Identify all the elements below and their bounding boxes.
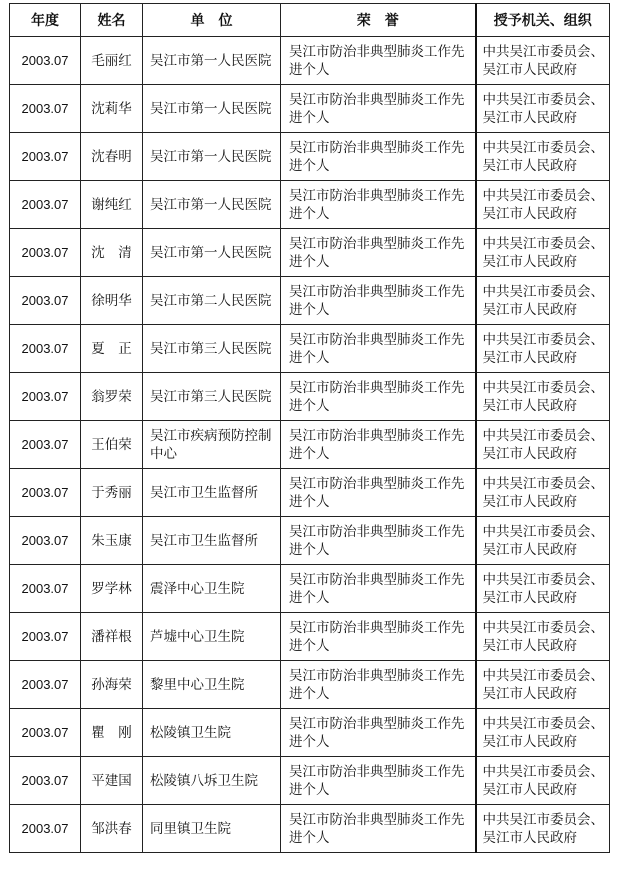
cell-honor: 吴江市防治非典型肺炎工作先进个人 (281, 757, 476, 805)
cell-name: 翁罗荣 (81, 373, 143, 421)
cell-org: 中共吴江市委员会、吴江市人民政府 (476, 757, 610, 805)
cell-org: 中共吴江市委员会、吴江市人民政府 (476, 469, 610, 517)
table-body (10, 37, 610, 853)
cell-unit: 吴江市第一人民医院 (143, 229, 281, 277)
cell-name: 平建国 (81, 757, 143, 805)
cell-honor: 吴江市防治非典型肺炎工作先进个人 (281, 517, 476, 565)
cell-org: 中共吴江市委员会、吴江市人民政府 (476, 661, 610, 709)
header-name: 姓名 (81, 4, 143, 37)
cell-unit: 吴江市第一人民医院 (143, 85, 281, 133)
cell-year: 2003.07 (10, 469, 81, 517)
cell-unit: 吴江市卫生监督所 (143, 469, 281, 517)
cell-unit: 吴江市第一人民医院 (143, 133, 281, 181)
cell-year: 2003.07 (10, 37, 81, 85)
cell-year: 2003.07 (10, 85, 81, 133)
document-page (9, 3, 609, 853)
cell-honor: 吴江市防治非典型肺炎工作先进个人 (281, 421, 476, 469)
cell-name: 谢纯红 (81, 181, 143, 229)
cell-name: 毛丽红 (81, 37, 143, 85)
cell-name: 潘祥根 (81, 613, 143, 661)
cell-name: 沈春明 (81, 133, 143, 181)
cell-honor: 吴江市防治非典型肺炎工作先进个人 (281, 277, 476, 325)
cell-name: 徐明华 (81, 277, 143, 325)
cell-org: 中共吴江市委员会、吴江市人民政府 (476, 37, 610, 85)
table-row (10, 565, 610, 613)
cell-year: 2003.07 (10, 229, 81, 277)
header-year: 年度 (10, 4, 81, 37)
cell-honor: 吴江市防治非典型肺炎工作先进个人 (281, 37, 476, 85)
cell-year: 2003.07 (10, 421, 81, 469)
cell-unit: 同里镇卫生院 (143, 805, 281, 853)
table-row (10, 85, 610, 133)
table-header-row (10, 4, 610, 37)
cell-name: 夏 正 (81, 325, 143, 373)
cell-org: 中共吴江市委员会、吴江市人民政府 (476, 421, 610, 469)
cell-year: 2003.07 (10, 565, 81, 613)
cell-honor: 吴江市防治非典型肺炎工作先进个人 (281, 229, 476, 277)
cell-name: 沈莉华 (81, 85, 143, 133)
cell-year: 2003.07 (10, 709, 81, 757)
cell-honor: 吴江市防治非典型肺炎工作先进个人 (281, 325, 476, 373)
cell-year: 2003.07 (10, 613, 81, 661)
table-row (10, 37, 610, 85)
cell-honor: 吴江市防治非典型肺炎工作先进个人 (281, 613, 476, 661)
cell-unit: 震泽中心卫生院 (143, 565, 281, 613)
table-row (10, 277, 610, 325)
cell-unit: 松陵镇卫生院 (143, 709, 281, 757)
table-row (10, 757, 610, 805)
cell-org: 中共吴江市委员会、吴江市人民政府 (476, 709, 610, 757)
cell-org: 中共吴江市委员会、吴江市人民政府 (476, 85, 610, 133)
cell-name: 瞿 刚 (81, 709, 143, 757)
cell-org: 中共吴江市委员会、吴江市人民政府 (476, 517, 610, 565)
cell-name: 孙海荣 (81, 661, 143, 709)
cell-name: 朱玉康 (81, 517, 143, 565)
cell-honor: 吴江市防治非典型肺炎工作先进个人 (281, 85, 476, 133)
cell-name: 邹洪春 (81, 805, 143, 853)
cell-honor: 吴江市防治非典型肺炎工作先进个人 (281, 181, 476, 229)
cell-honor: 吴江市防治非典型肺炎工作先进个人 (281, 373, 476, 421)
cell-unit: 吴江市第一人民医院 (143, 181, 281, 229)
cell-year: 2003.07 (10, 181, 81, 229)
cell-org: 中共吴江市委员会、吴江市人民政府 (476, 181, 610, 229)
cell-unit: 吴江市第三人民医院 (143, 325, 281, 373)
cell-org: 中共吴江市委员会、吴江市人民政府 (476, 325, 610, 373)
cell-honor: 吴江市防治非典型肺炎工作先进个人 (281, 661, 476, 709)
table-row (10, 421, 610, 469)
cell-year: 2003.07 (10, 661, 81, 709)
cell-org: 中共吴江市委员会、吴江市人民政府 (476, 613, 610, 661)
cell-honor: 吴江市防治非典型肺炎工作先进个人 (281, 133, 476, 181)
cell-year: 2003.07 (10, 757, 81, 805)
cell-name: 沈 清 (81, 229, 143, 277)
cell-honor: 吴江市防治非典型肺炎工作先进个人 (281, 805, 476, 853)
header-unit: 单 位 (143, 4, 281, 37)
cell-unit: 吴江市卫生监督所 (143, 517, 281, 565)
cell-unit: 松陵镇八坼卫生院 (143, 757, 281, 805)
table-row (10, 133, 610, 181)
cell-year: 2003.07 (10, 517, 81, 565)
table-row (10, 805, 610, 853)
cell-name: 罗学林 (81, 565, 143, 613)
cell-year: 2003.07 (10, 805, 81, 853)
cell-honor: 吴江市防治非典型肺炎工作先进个人 (281, 565, 476, 613)
cell-org: 中共吴江市委员会、吴江市人民政府 (476, 565, 610, 613)
cell-honor: 吴江市防治非典型肺炎工作先进个人 (281, 469, 476, 517)
cell-year: 2003.07 (10, 373, 81, 421)
header-org: 授予机关、组织 (476, 4, 610, 37)
table-row (10, 613, 610, 661)
table-row (10, 229, 610, 277)
cell-name: 于秀丽 (81, 469, 143, 517)
table-row (10, 661, 610, 709)
cell-honor: 吴江市防治非典型肺炎工作先进个人 (281, 709, 476, 757)
table-row (10, 181, 610, 229)
cell-org: 中共吴江市委员会、吴江市人民政府 (476, 229, 610, 277)
table-row (10, 469, 610, 517)
cell-unit: 吴江市第一人民医院 (143, 37, 281, 85)
cell-org: 中共吴江市委员会、吴江市人民政府 (476, 805, 610, 853)
cell-unit: 吴江市第三人民医院 (143, 373, 281, 421)
cell-name: 王伯荣 (81, 421, 143, 469)
cell-unit: 黎里中心卫生院 (143, 661, 281, 709)
table-row (10, 373, 610, 421)
honors-table (9, 3, 610, 853)
cell-org: 中共吴江市委员会、吴江市人民政府 (476, 277, 610, 325)
table-row (10, 517, 610, 565)
cell-unit: 芦墟中心卫生院 (143, 613, 281, 661)
header-honor: 荣 誉 (281, 4, 476, 37)
cell-org: 中共吴江市委员会、吴江市人民政府 (476, 133, 610, 181)
cell-year: 2003.07 (10, 133, 81, 181)
cell-org: 中共吴江市委员会、吴江市人民政府 (476, 373, 610, 421)
cell-year: 2003.07 (10, 325, 81, 373)
table-row (10, 709, 610, 757)
cell-unit: 吴江市第二人民医院 (143, 277, 281, 325)
table-row (10, 325, 610, 373)
cell-year: 2003.07 (10, 277, 81, 325)
cell-unit: 吴江市疾病预防控制中心 (143, 421, 281, 469)
